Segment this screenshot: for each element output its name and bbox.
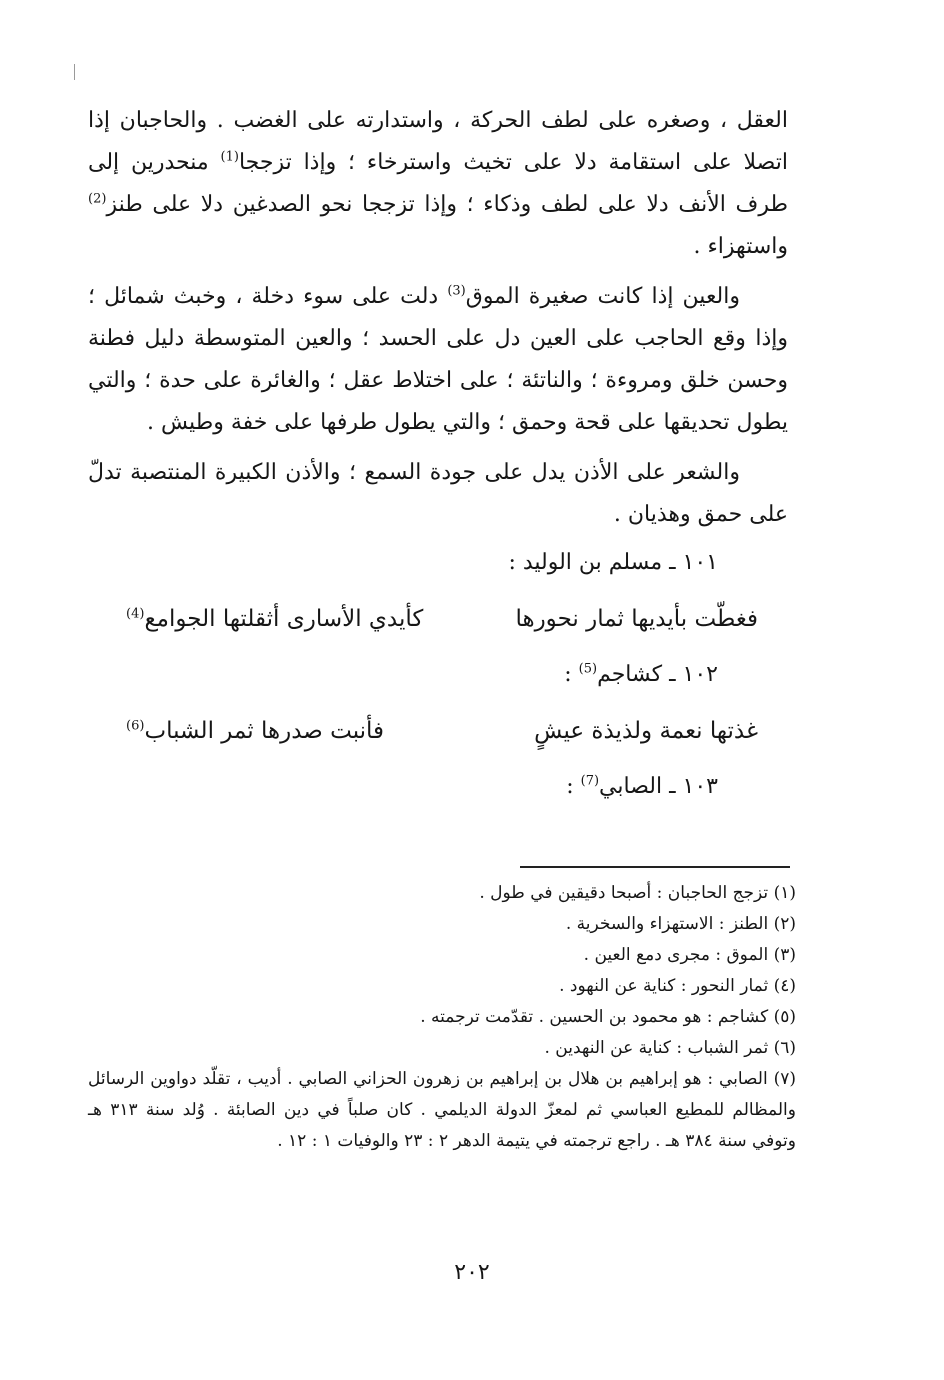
footnote-2: (٢) الطنز : الاستهزاء والسخرية .	[565, 914, 796, 934]
page-number: ٢٠٢	[454, 1260, 490, 1285]
footnote-4: (٤) ثمار النحور : كناية عن النهود .	[559, 976, 796, 996]
footnote-5: (٥) كشاجم : هو محمود بن الحسين . تقدّمت ترجمته .	[420, 1007, 796, 1027]
footnote-ref: (3)	[447, 283, 466, 299]
paragraph-1: العقل ، وصغره على لطف الحركة ، واستدارته على الغضب . والحاجبان إذا اتصلا على استقامة دلا على تخيث واسترخاء ؛ وإذا تزججا$^{(1)}$ منحدرين إلى طرف الأنف دلا على لطف وذكاء ؛ وإذا تزججا نحو الصدغين دلا على طنز$^{(2)}$ واستهزاء .	[88, 108, 789, 259]
footnote-rule	[520, 866, 790, 868]
verse-102-first-hemistich: غذتها نعمة ولذيذة عيشٍ	[534, 718, 758, 744]
paragraph-3: والشعر على الأذن يدل على جودة السمع ؛ والأذن الكبيرة المنتصبة تدلّ على حمق وهذيان .	[88, 460, 788, 527]
entry-heading-103: ١٠٣ ـ الصابي$^{(7)}$ :	[566, 773, 718, 799]
footnote-ref: (1)	[220, 149, 239, 165]
paragraph-2: والعين إذا كانت صغيرة الموق$^{(3)}$ دلت على سوء دخلة ، وخبث شمائل ؛ وإذا وقع الحاجب على العين دل على الحسد ؛ والعين المتوسطة دليل فطنة وحسن خلق ومروءة ؛ والناتئة ؛ على اختلاط عقل ؛ والغائرة على حدة ؛ والتي يطول تحديقها على قحة وحمق ؛ والتي يطول طرفها على خفة وطيش .	[88, 283, 788, 435]
footnote-ref: (4)	[126, 606, 145, 622]
verse-101-first-hemistich: فغطّت بأيديها ثمار نحورها	[515, 606, 758, 632]
footnote-3: (٣) الموق : مجرى دمع العين .	[583, 945, 796, 965]
footnote-7: (٧) الصابي : هو إبراهيم بن هلال بن إبراهيم بن زهرون الحزاني الصابي . أديب ، تقلّد دواوين الرسائل والمظالم للمطيع العباسي ثم لمعزّ الدولة الديلمي . كان صلباً في دين الصابئة . وُلد سنة ٣١٣ هـ وتوفي سنة ٣٨٤ هـ . راجع ترجمته في يتيمة الدهر ٢ : ٢٣ والوفيات ١ : ١٢ .	[88, 1069, 796, 1151]
footnote-1: (١) تزجج الحاجبان : أصبحا دقيقين في طول .	[479, 883, 796, 903]
entry-heading-102: ١٠٢ ـ كشاجم$^{(5)}$ :	[564, 661, 718, 687]
footnote-6: (٦) ثمر الشباب : كناية عن النهدين .	[544, 1038, 796, 1058]
entry-heading-101: ١٠١ ـ مسلم بن الوليد :	[508, 550, 718, 575]
main-text	[88, 100, 788, 812]
verse-101	[88, 588, 788, 650]
footnotes	[88, 878, 796, 1157]
footnote-ref: (2)	[88, 191, 107, 207]
verse-102	[88, 700, 788, 762]
footnote-ref: (7)	[580, 773, 600, 789]
verse-101-second-hemistich: كأيدي الأسارى أثقلتها الجوامع$^{(4)}$	[126, 606, 424, 632]
scan-mark	[74, 64, 75, 80]
verse-102-second-hemistich: فأنبت صدرها ثمر الشباب$^{(6)}$	[126, 718, 385, 744]
footnote-ref: (5)	[578, 661, 598, 677]
footnote-ref: (6)	[126, 718, 145, 734]
